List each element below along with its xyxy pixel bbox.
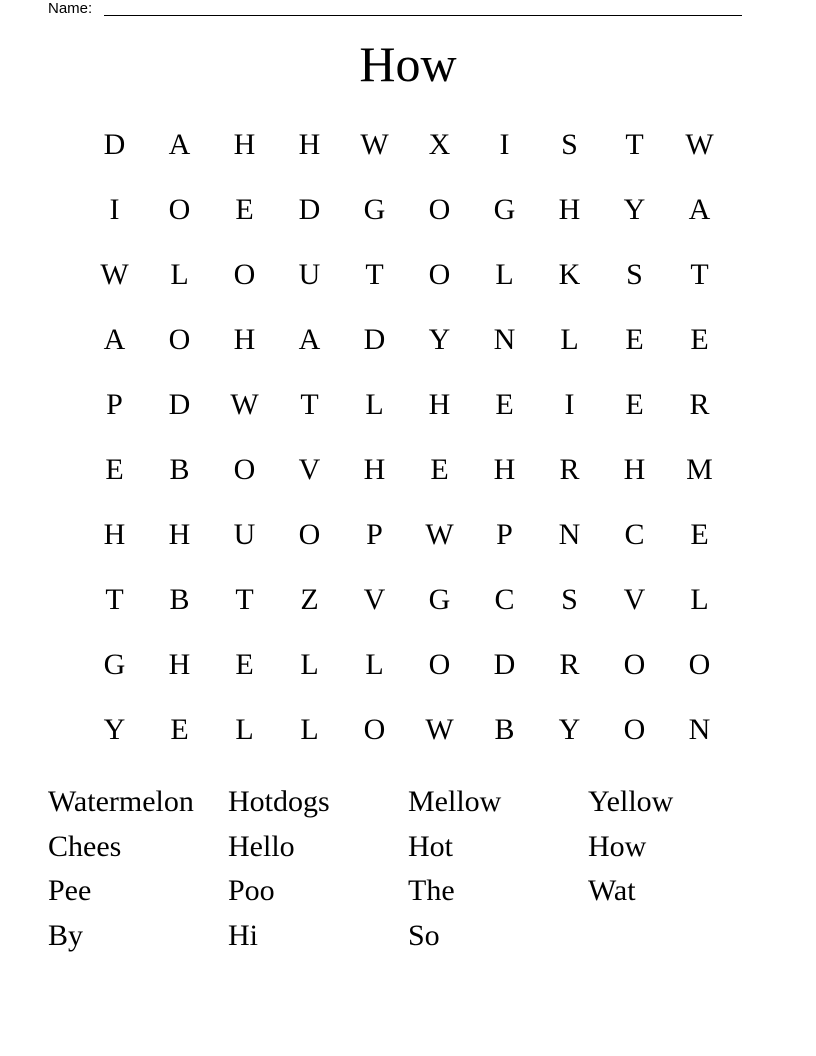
grid-cell: H [623, 453, 646, 486]
grid-cell: L [235, 713, 254, 746]
grid-cell: D [103, 128, 126, 161]
word-list-row [48, 825, 768, 870]
grid-cell: H [233, 323, 256, 356]
grid-cell: Z [300, 583, 319, 616]
grid-cell: A [168, 128, 191, 161]
grid-row [82, 697, 732, 762]
grid-cell: R [559, 648, 580, 681]
grid-cell: L [495, 258, 514, 291]
grid-cell: T [300, 388, 319, 421]
grid-cell: V [363, 583, 386, 616]
grid-cell: E [495, 388, 514, 421]
grid-cell: E [690, 518, 709, 551]
word-list-item: By [48, 918, 84, 952]
grid-row [82, 307, 732, 372]
page-title: How [359, 36, 457, 92]
word-list-item: Chees [48, 829, 122, 863]
grid-cell: W [360, 128, 389, 161]
grid-cell: M [686, 453, 713, 486]
grid-cell: E [625, 388, 644, 421]
grid-cell: Y [623, 193, 646, 226]
word-list-item: Poo [228, 874, 275, 907]
grid-cell: E [170, 713, 189, 746]
name-field [48, 0, 742, 18]
grid-cell: W [685, 128, 714, 161]
grid-cell: L [560, 323, 579, 356]
word-list-item: Wat [588, 874, 636, 907]
grid-row [82, 112, 732, 177]
grid-cell: V [623, 583, 646, 616]
grid-cell: G [103, 648, 126, 681]
grid-cell: E [105, 453, 124, 486]
letter-grid [82, 112, 732, 762]
word-list-item: Hello [228, 829, 295, 863]
grid-cell: T [235, 583, 254, 616]
grid-cell: H [428, 388, 451, 421]
grid-cell: A [688, 193, 711, 226]
grid-cell: W [100, 258, 129, 291]
grid-cell: B [169, 583, 190, 616]
grid-cell: D [168, 388, 191, 421]
grid-cell: H [558, 193, 581, 226]
name-label: Name: [48, 0, 93, 17]
grid-cell: O [688, 648, 711, 681]
grid-cell: L [690, 583, 709, 616]
grid-cell: O [233, 453, 256, 486]
grid-cell: E [430, 453, 449, 486]
grid-cell: W [425, 713, 454, 746]
grid-cell: T [365, 258, 384, 291]
grid-cell: N [493, 323, 516, 356]
grid-cell: W [425, 518, 454, 551]
grid-row [82, 372, 732, 437]
grid-cell: O [623, 648, 646, 681]
grid-cell: E [235, 648, 254, 681]
grid-cell: O [363, 713, 386, 746]
grid-cell: L [300, 713, 319, 746]
grid-cell: E [625, 323, 644, 356]
grid-cell: R [689, 388, 710, 421]
grid-cell: B [169, 453, 190, 486]
grid-cell: I [564, 388, 575, 421]
grid-cell: S [561, 583, 578, 616]
grid-cell: C [624, 518, 645, 551]
word-list-item: Mellow [408, 785, 502, 818]
grid-cell: H [168, 648, 191, 681]
word-list [48, 780, 768, 958]
grid-cell: Y [558, 713, 581, 746]
word-list-item: How [588, 829, 647, 863]
word-list-item: Pee [48, 874, 92, 907]
grid-cell: L [365, 388, 384, 421]
grid-cell: R [559, 453, 580, 486]
grid-cell: Y [103, 713, 126, 746]
grid-cell: T [690, 258, 709, 291]
grid-row [82, 437, 732, 502]
word-list-item: Hot [408, 829, 453, 863]
grid-cell: D [493, 648, 516, 681]
grid-cell: T [625, 128, 644, 161]
grid-cell: L [170, 258, 189, 291]
grid-cell: O [233, 258, 256, 291]
grid-cell: V [298, 453, 321, 486]
grid-cell: I [109, 193, 120, 226]
grid-cell: T [105, 583, 124, 616]
grid-cell: O [168, 323, 191, 356]
grid-cell: D [298, 193, 321, 226]
grid-cell: H [363, 453, 386, 486]
word-list-item: So [408, 918, 440, 952]
grid-cell: B [494, 713, 515, 746]
grid-cell: L [365, 648, 384, 681]
grid-cell: H [103, 518, 126, 551]
grid-row [82, 567, 732, 632]
grid-cell: O [168, 193, 191, 226]
grid-cell: G [493, 193, 516, 226]
grid-row [82, 177, 732, 242]
word-list-row [48, 914, 768, 959]
grid-cell: E [235, 193, 254, 226]
grid-cell: E [690, 323, 709, 356]
grid-cell: L [300, 648, 319, 681]
grid-cell: U [298, 258, 321, 291]
grid-cell: N [558, 518, 581, 551]
grid-cell: O [428, 193, 451, 226]
grid-cell: H [233, 128, 256, 161]
grid-cell: H [493, 453, 516, 486]
grid-row [82, 502, 732, 567]
grid-cell: A [298, 323, 321, 356]
grid-cell: H [168, 518, 191, 551]
grid-cell: W [230, 388, 259, 421]
grid-cell: G [428, 583, 451, 616]
grid-cell: G [363, 193, 386, 226]
word-list-item: Hi [228, 918, 258, 952]
name-underline [104, 15, 742, 16]
word-list-row [48, 780, 768, 825]
word-list-item: Hotdogs [228, 785, 330, 818]
grid-row [82, 242, 732, 307]
word-list-item: Yellow [588, 785, 674, 818]
grid-cell: O [428, 648, 451, 681]
word-list-item: Watermelon [48, 785, 194, 818]
grid-cell: X [428, 128, 451, 161]
grid-cell: Y [428, 323, 451, 356]
grid-cell: K [558, 258, 581, 291]
grid-cell: S [561, 128, 578, 161]
grid-cell: P [496, 518, 513, 551]
grid-row [82, 632, 732, 697]
word-list-row [48, 869, 768, 914]
grid-cell: N [688, 713, 711, 746]
grid-cell: D [363, 323, 386, 356]
grid-cell: S [626, 258, 643, 291]
grid-cell: O [298, 518, 321, 551]
grid-cell: P [366, 518, 383, 551]
grid-cell: A [103, 323, 126, 356]
grid-cell: C [494, 583, 515, 616]
word-list-item [588, 914, 768, 959]
grid-cell: P [106, 388, 123, 421]
grid-cell: H [298, 128, 321, 161]
grid-cell: U [233, 518, 256, 551]
grid-cell: I [499, 128, 510, 161]
grid-cell: O [428, 258, 451, 291]
grid-cell: O [623, 713, 646, 746]
word-list-item: The [408, 874, 455, 907]
